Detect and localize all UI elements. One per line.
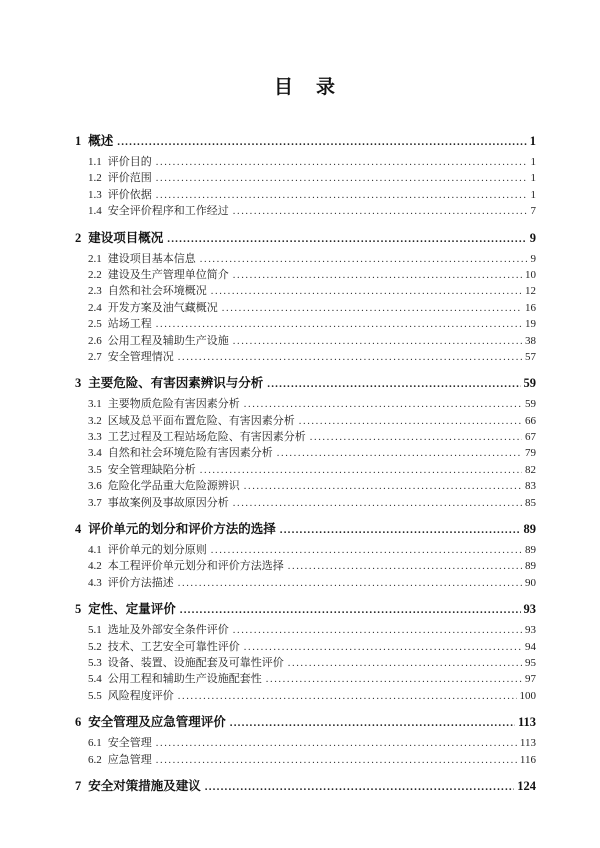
entry-number: 5.3 [88, 656, 102, 669]
dot-leader [178, 577, 522, 589]
entry-label: 站场工程 [107, 318, 152, 331]
toc-entry-row [75, 751, 536, 767]
entry-page-number: 83 [525, 480, 536, 493]
entry-label: 安全管理 [107, 737, 152, 750]
toc-entry-row [75, 153, 536, 169]
entry-page-number: 1 [530, 156, 536, 168]
toc-entry-row [75, 282, 536, 298]
toc-chapter-row [75, 373, 536, 389]
entry-page-number: 19 [525, 318, 536, 331]
dot-leader [211, 544, 522, 556]
entry-page-number: 79 [525, 447, 536, 460]
entry-label: 事故案例及事故原因分析 [107, 496, 229, 509]
entry-label: 技术、工艺安全可靠性评价 [107, 640, 240, 653]
entry-label: 危险化学品重大危险源辨识 [107, 480, 240, 493]
entry-number: 2.2 [88, 268, 102, 281]
dot-leader [310, 431, 522, 443]
entry-number: 2.7 [88, 350, 102, 363]
entry-page-number: 90 [525, 576, 536, 589]
entry-label: 主要危险、有害因素辨识与分析 [88, 376, 264, 391]
entry-page-number: 89 [525, 544, 536, 557]
dot-leader [233, 497, 522, 509]
entry-label: 自然和社会环境概况 [107, 285, 207, 298]
entry-label: 安全管理情况 [107, 350, 174, 363]
dot-leader [244, 398, 522, 410]
dot-leader [233, 624, 522, 636]
dot-leader [233, 205, 528, 217]
entry-page-number: 85 [525, 496, 536, 509]
entry-number: 5 [75, 602, 82, 617]
dot-leader [288, 657, 522, 669]
dot-leader [288, 560, 522, 572]
entry-page-number: 59 [525, 398, 536, 411]
entry-number: 2.4 [88, 301, 102, 314]
entry-label: 建设项目概况 [88, 230, 164, 245]
entry-label: 区域及总平面布置危险、有害因素分析 [107, 414, 295, 427]
entry-page-number: 10 [525, 268, 536, 281]
entry-label: 安全评价程序和工作经过 [107, 205, 229, 218]
toc-entry-row [75, 557, 536, 573]
dot-leader [205, 779, 514, 794]
entry-page-number: 94 [525, 640, 536, 653]
toc-entry-row [75, 734, 536, 750]
entry-page-number: 66 [525, 414, 536, 427]
entry-page-number: 7 [530, 205, 536, 218]
toc-entry-row [75, 266, 536, 282]
entry-number: 1.3 [88, 188, 102, 201]
entry-page-number: 9 [529, 230, 536, 245]
entry-number: 5.4 [88, 673, 102, 686]
toc-entry-row [75, 687, 536, 703]
entry-label: 评价方法描述 [107, 576, 174, 589]
dot-leader [230, 715, 515, 730]
entry-number: 1 [75, 134, 82, 148]
entry-number: 1.1 [88, 156, 102, 168]
entry-number: 2.5 [88, 318, 102, 331]
dot-leader [156, 318, 522, 330]
dot-leader [280, 522, 521, 537]
dot-leader [244, 641, 522, 653]
entry-label: 本工程评价单元划分和评价方法选择 [107, 560, 284, 573]
entry-number: 7 [75, 778, 82, 793]
dot-leader [156, 156, 528, 168]
dot-leader [167, 231, 526, 246]
dot-leader [244, 480, 522, 492]
dot-leader [222, 302, 522, 314]
dot-leader [156, 737, 517, 749]
toc-entry-row [75, 477, 536, 493]
entry-page-number: 38 [525, 334, 536, 347]
entry-page-number: 1 [530, 172, 536, 185]
entry-page-number: 9 [530, 252, 536, 265]
toc-chapter-row [75, 712, 536, 728]
toc-entry-row [75, 428, 536, 444]
toc-entry-row [75, 395, 536, 411]
toc-entry-row [75, 169, 536, 185]
dot-leader [200, 464, 522, 476]
entry-number: 6.1 [88, 737, 102, 750]
entry-label: 评价范围 [107, 172, 152, 185]
dot-leader [266, 673, 522, 685]
entry-number: 1.4 [88, 205, 102, 218]
toc-chapter-row [75, 776, 536, 792]
entry-label: 主要物质危险有害因素分析 [107, 398, 240, 411]
dot-leader [156, 189, 528, 201]
entry-number: 2 [75, 230, 82, 245]
entry-page-number: 113 [517, 715, 536, 730]
entry-number: 5.2 [88, 640, 102, 653]
entry-label: 设备、装置、设施配套及可靠性评价 [107, 656, 284, 669]
entry-number: 3.7 [88, 496, 102, 509]
entry-page-number: 12 [525, 285, 536, 298]
toc-entry-row [75, 638, 536, 654]
toc-chapter-row [75, 131, 536, 147]
entry-number: 3.4 [88, 447, 102, 460]
entry-page-number: 59 [523, 376, 536, 391]
entry-number: 3.5 [88, 463, 102, 476]
entry-page-number: 89 [525, 560, 536, 573]
entry-number: 2.6 [88, 334, 102, 347]
entry-number: 4.3 [88, 576, 102, 589]
toc-entry-row [75, 412, 536, 428]
dot-leader [233, 335, 522, 347]
entry-label: 评价单元的划分原则 [107, 544, 207, 557]
page-title: 目 录 [273, 77, 337, 98]
entry-number: 2.1 [88, 252, 102, 265]
entry-page-number: 93 [525, 624, 536, 637]
entry-page-number: 124 [517, 778, 536, 793]
entry-number: 3.6 [88, 480, 102, 493]
entry-page-number: 1 [529, 134, 536, 148]
dot-leader [200, 253, 528, 265]
dot-leader [277, 447, 522, 459]
entry-label: 选址及外部安全条件评价 [107, 624, 229, 637]
toc-list [75, 131, 536, 792]
entry-page-number: 16 [525, 301, 536, 314]
entry-page-number: 95 [525, 656, 536, 669]
dot-leader [180, 602, 521, 617]
dot-leader [267, 376, 520, 391]
dot-leader [117, 134, 526, 149]
toc-entry-row [75, 621, 536, 637]
entry-label: 安全管理及应急管理评价 [88, 715, 226, 730]
dot-leader [156, 172, 528, 184]
entry-label: 安全对策措施及建议 [88, 778, 201, 793]
toc-entry-row [75, 670, 536, 686]
entry-label: 安全管理缺陷分析 [107, 463, 196, 476]
toc-entry-row [75, 202, 536, 218]
entry-page-number: 116 [519, 753, 536, 766]
toc-chapter-row [75, 599, 536, 615]
entry-page-number: 100 [519, 689, 536, 702]
entry-page-number: 93 [523, 602, 536, 617]
toc-entry-row [75, 654, 536, 670]
entry-number: 6.2 [88, 753, 102, 766]
entry-label: 公用工程及辅助生产设施 [107, 334, 229, 347]
entry-label: 工艺过程及工程站场危险、有害因素分析 [107, 431, 306, 444]
toc-entry-row [75, 444, 536, 460]
toc-entry-row [75, 250, 536, 266]
entry-number: 5.5 [88, 689, 102, 702]
toc-entry-row [75, 299, 536, 315]
entry-page-number: 1 [530, 188, 536, 201]
entry-number: 5.1 [88, 624, 102, 637]
entry-page-number: 97 [525, 673, 536, 686]
entry-label: 风险程度评价 [107, 689, 174, 702]
toc-entry-row [75, 541, 536, 557]
entry-number: 4.2 [88, 560, 102, 573]
entry-number: 3.2 [88, 414, 102, 427]
toc-entry-row [75, 186, 536, 202]
entry-label: 应急管理 [107, 753, 152, 766]
dot-leader [299, 415, 522, 427]
entry-number: 6 [75, 715, 82, 730]
dot-leader [178, 351, 522, 363]
toc-entry-row [75, 494, 536, 510]
toc-entry-row [75, 461, 536, 477]
toc-chapter-row [75, 228, 536, 244]
dot-leader [178, 690, 517, 702]
toc-entry-row [75, 574, 536, 590]
dot-leader [233, 269, 522, 281]
entry-page-number: 89 [523, 522, 536, 537]
entry-label: 公用工程和辅助生产设施配套性 [107, 673, 262, 686]
dot-leader [211, 285, 522, 297]
entry-number: 3.3 [88, 431, 102, 444]
toc-entry-row [75, 315, 536, 331]
entry-label: 自然和社会环境危险有害因素分析 [107, 447, 273, 460]
entry-label: 定性、定量评价 [88, 602, 176, 617]
entry-number: 3.1 [88, 398, 102, 411]
entry-label: 建设及生产管理单位简介 [107, 268, 229, 281]
entry-label: 开发方案及油气藏概况 [107, 301, 218, 314]
entry-label: 评价依据 [107, 188, 152, 201]
toc-entry-row [75, 332, 536, 348]
entry-label: 概述 [88, 134, 114, 148]
entry-number: 1.2 [88, 172, 102, 185]
entry-page-number: 67 [525, 431, 536, 444]
entry-page-number: 113 [519, 737, 536, 750]
entry-label: 评价单元的划分和评价方法的选择 [88, 522, 276, 537]
toc-entry-row [75, 348, 536, 364]
entry-number: 4.1 [88, 544, 102, 557]
entry-page-number: 82 [525, 463, 536, 476]
dot-leader [156, 754, 517, 766]
toc-chapter-row [75, 519, 536, 535]
entry-page-number: 57 [525, 350, 536, 363]
entry-number: 3 [75, 376, 82, 391]
entry-label: 建设项目基本信息 [107, 252, 196, 265]
entry-number: 4 [75, 522, 82, 537]
entry-label: 评价目的 [107, 156, 152, 168]
entry-number: 2.3 [88, 285, 102, 298]
